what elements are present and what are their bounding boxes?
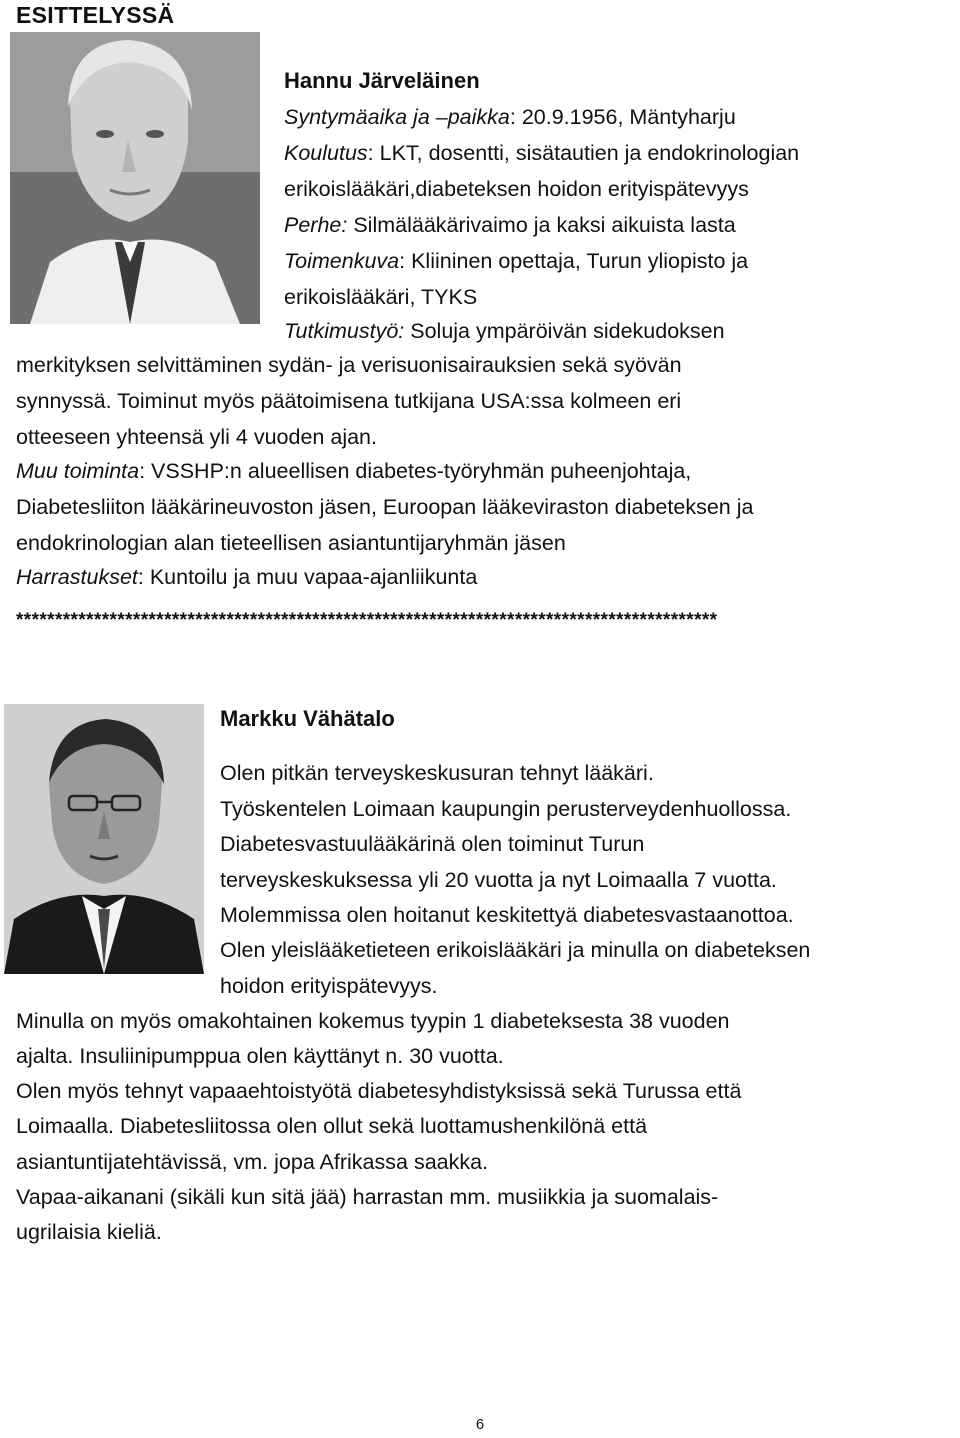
person1-job-cont: erikoislääkäri, TYKS: [284, 285, 478, 309]
person2-line: ugrilaisia kieliä.: [16, 1220, 162, 1244]
person2-line: Molemmissa olen hoitanut keskitettyä diabetesvastaanottoa.: [220, 903, 794, 927]
person2-line: hoidon erityispätevyys.: [220, 974, 438, 998]
person2-line: Olen myös tehnyt vapaaehtoistyötä diabetesyhdistyksissä sekä Turussa että: [16, 1079, 742, 1103]
other-label: Muu toiminta: [16, 459, 140, 483]
person1-research: [284, 314, 725, 348]
portrait-photo-markku: [4, 704, 204, 974]
job-label: Toimenkuva: [284, 249, 400, 273]
person2-line: Työskentelen Loimaan kaupungin perusterveydenhuollossa.: [220, 797, 792, 821]
education-label: Koulutus: [284, 141, 368, 165]
person2-line: Olen yleislääketieteen erikoislääkäri ja minulla on diabeteksen: [220, 938, 811, 962]
family-value: Silmälääkärivaimo ja kaksi aikuista lasta: [347, 213, 736, 237]
birth-label: Syntymäaika ja –paikka: [284, 105, 510, 129]
person1-other-cont-2: endokrinologian alan tieteellisen asiantuntijaryhmän jäsen: [16, 531, 566, 555]
person2-name: Markku Vähätalo: [220, 706, 395, 731]
research-label: Tutkimustyö:: [284, 319, 405, 343]
portrait-photo-hannu: [10, 32, 260, 324]
person2-line: ajalta. Insuliinipumppua olen käyttänyt n. 30 vuotta.: [16, 1044, 504, 1068]
person1-education-cont: erikoislääkäri,diabeteksen hoidon erityispätevyys: [284, 177, 749, 201]
research-value: Soluja ympäröivän sidekudoksen: [404, 319, 725, 343]
person1-research-cont-3: otteeseen yhteensä yli 4 vuoden ajan.: [16, 425, 377, 449]
person2-line: terveyskeskuksessa yli 20 vuotta ja nyt Loimaalla 7 vuotta.: [220, 868, 777, 892]
person1-name: Hannu Järveläinen: [284, 68, 480, 93]
person2-line: Olen pitkän terveyskeskusuran tehnyt lääkäri.: [220, 761, 654, 785]
section-heading: ESITTELYSSÄ: [16, 2, 175, 28]
person1-birth: [284, 100, 736, 134]
person1-education: [284, 136, 799, 170]
person2-line: Diabetesvastuulääkärinä olen toiminut Turun: [220, 832, 645, 856]
hobby-label: Harrastukset: [16, 565, 138, 589]
person1-family: [284, 208, 736, 242]
person1-research-cont-2: synnyssä. Toiminut myös päätoimisena tutkijana USA:ssa kolmeen eri: [16, 389, 682, 413]
separator: ******************************************************************************************: [16, 610, 718, 631]
education-value: : LKT, dosentti, sisätautien ja endokrinologian: [367, 141, 800, 165]
person1-job: [284, 244, 748, 278]
person1-research-cont-1: merkityksen selvittäminen sydän- ja verisuonisairauksien sekä syövän: [16, 353, 682, 377]
person1-other-cont-1: Diabetesliiton lääkärineuvoston jäsen, Euroopan lääkeviraston diabeteksen ja: [16, 495, 754, 519]
person2-line: Loimaalla. Diabetesliitossa olen ollut sekä luottamushenkilönä että: [16, 1114, 648, 1138]
birth-value: : 20.9.1956, Mäntyharju: [509, 105, 736, 129]
family-label: Perhe:: [284, 213, 348, 237]
person1-other: [16, 454, 691, 488]
person2-line: asiantuntijatehtävissä, vm. jopa Afrikassa saakka.: [16, 1150, 489, 1174]
person1-hobby: [16, 560, 477, 594]
job-value: : Kliininen opettaja, Turun yliopisto ja: [399, 249, 749, 273]
person2-line: Vapaa-aikanani (sikäli kun sitä jää) harrastan mm. musiikkia ja suomalais-: [16, 1185, 719, 1209]
person2-line: Minulla on myös omakohtainen kokemus tyypin 1 diabeteksesta 38 vuoden: [16, 1009, 730, 1033]
page-number: 6: [475, 1416, 485, 1433]
hobby-value: : Kuntoilu ja muu vapaa-ajanliikunta: [137, 565, 478, 589]
other-value: : VSSHP:n alueellisen diabetes-työryhmän puheenjohtaja,: [139, 459, 692, 483]
